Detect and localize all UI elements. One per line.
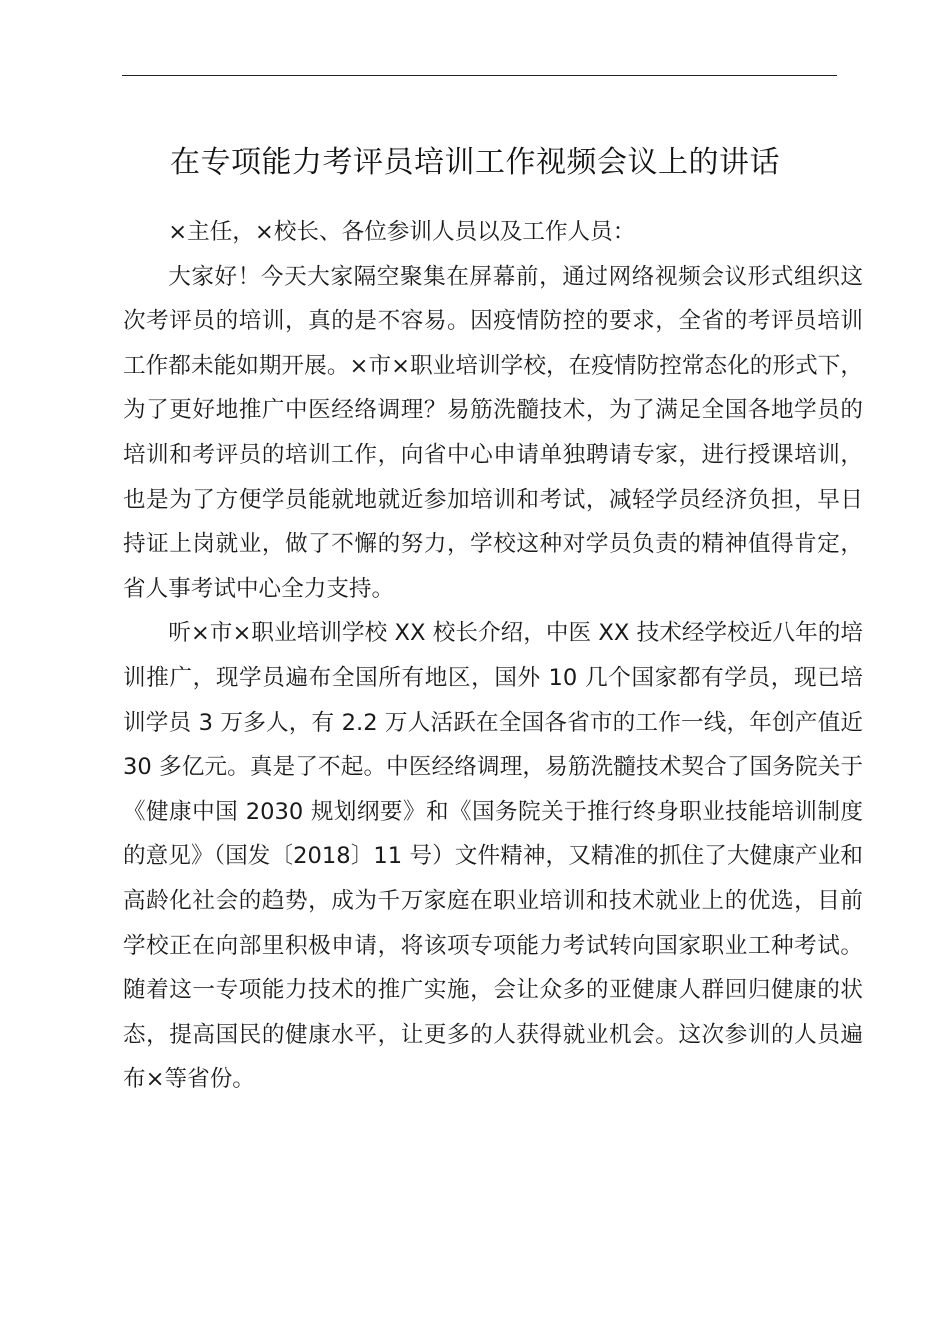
document-title: 在专项能力考评员培训工作视频会议上的讲话	[170, 145, 780, 180]
salutation: ×主任，×校长、各位参训人员以及工作人员：	[168, 219, 636, 245]
document-body	[123, 210, 863, 1102]
paragraph-2: 听×市×职业培训学校 XX 校长介绍，中医 XX 技术经学校近八年的培训推广，现学员遍布全国所有地区，国外 10 几个国家都有学员，现已培训学员 3 万多人，有 2.2 万人活跃在全国各省市的工作一线，年创产值近 30 多亿元。真是了不起。中医经络调理，易筋洗髓技术契合了国务院关于《健康中国 2030 规划纲要》和《国务院关于推行终身职业技能培训制度的意见》（国发〔2018〕11 号）文件精神，又精准的抓住了大健康产业和高龄化社会的趋势，成为千万家庭在职业培训和技术就业上的优选，目前学校正在向部里积极申请，将该项专项能力考试转向国家职业工种考试。随着这一专项能力技术的推广实施，会让众多的亚健康人群回归健康的状态，提高国民的健康水平，让更多的人获得就业机会。这次参训的人员遍布×等省份。	[123, 620, 863, 1093]
header-rule	[122, 75, 837, 76]
paragraph-1: 大家好！今天大家隔空聚集在屏幕前，通过网络视频会议形式组织这次考评员的培训，真的是不容易。因疫情防控的要求，全省的考评员培训工作都未能如期开展。×市×职业培训学校，在疫情防控常态化的形式下，为了更好地推广中医经络调理？易筋洗髓技术，为了满足全国各地学员的培训和考评员的培训工作，向省中心申请单独聘请专家，进行授课培训，也是为了方便学员能就地就近参加培训和考试，减轻学员经济负担，早日持证上岗就业，做了不懈的努力，学校这种对学员负责的精神值得肯定，省人事考试中心全力支持。	[123, 263, 863, 602]
